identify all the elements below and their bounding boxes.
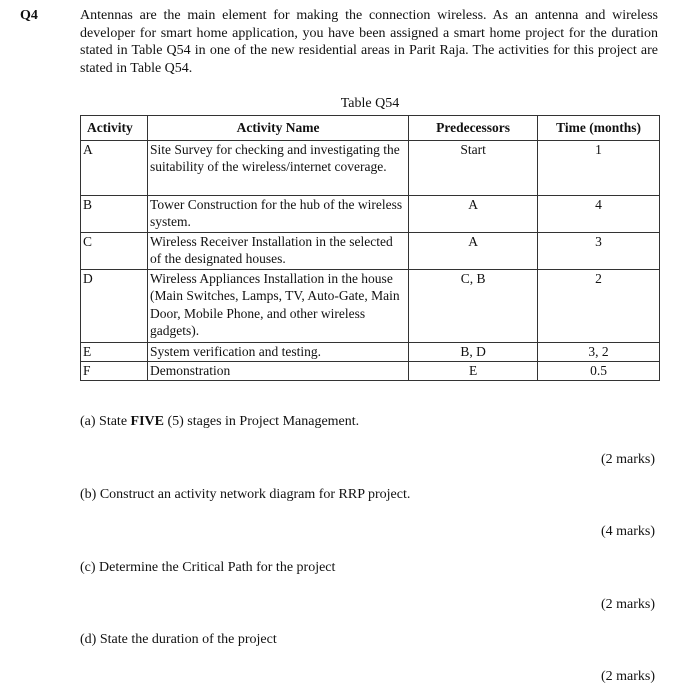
cell-activity-name: System verification and testing.	[148, 342, 409, 361]
table-header-row	[81, 116, 660, 141]
table-row	[81, 232, 660, 269]
cell-time: 2	[538, 269, 660, 342]
cell-predecessors: Start	[409, 140, 538, 195]
cell-activity: E	[81, 342, 148, 361]
table-row	[81, 342, 660, 361]
cell-predecessors: A	[409, 232, 538, 269]
table-row	[81, 361, 660, 380]
cell-activity-name: Tower Construction for the hub of the wireless system.	[148, 195, 409, 232]
cell-activity-name: Demonstration	[148, 361, 409, 380]
cell-activity-name: Wireless Appliances Installation in the house (Main Switches, Lamps, TV, Auto-Gate, Main Door, Mobile Phone, and other wireless gadgets).	[148, 269, 409, 342]
question-b-marks: (4 marks)	[600, 524, 655, 539]
question-c: (c) Determine the Critical Path for the project	[80, 560, 336, 575]
table-row	[81, 269, 660, 342]
cell-activity: A	[81, 140, 148, 195]
activity-table	[80, 115, 660, 381]
cell-time: 1	[538, 140, 660, 195]
table-row	[81, 140, 660, 195]
table-row	[81, 195, 660, 232]
question-a-prefix: (a) State	[80, 414, 131, 429]
cell-predecessors: E	[409, 361, 538, 380]
question-a-bold: FIVE	[130, 414, 164, 429]
question-a-marks: (2 marks)	[600, 452, 655, 467]
cell-activity-name: Wireless Receiver Installation in the selected of the designated houses.	[148, 232, 409, 269]
header-predecessors: Predecessors	[409, 116, 538, 141]
question-d-marks: (2 marks)	[600, 669, 655, 684]
cell-activity-name: Site Survey for checking and investigating the suitability of the wireless/internet coverage.	[148, 140, 409, 195]
question-a-suffix: (5) stages in Project Management.	[163, 414, 360, 429]
cell-activity: C	[81, 232, 148, 269]
cell-activity: F	[81, 361, 148, 380]
header-time: Time (months)	[538, 116, 660, 141]
cell-predecessors: A	[409, 195, 538, 232]
cell-predecessors: C, B	[409, 269, 538, 342]
cell-predecessors: B, D	[409, 342, 538, 361]
cell-activity: B	[81, 195, 148, 232]
header-activity: Activity	[81, 116, 148, 141]
question-a	[80, 414, 359, 430]
cell-activity: D	[81, 269, 148, 342]
table-caption: Table Q54	[340, 96, 400, 111]
question-c-marks: (2 marks)	[600, 597, 655, 612]
cell-time: 4	[538, 195, 660, 232]
question-d: (d) State the duration of the project	[80, 632, 277, 647]
cell-time: 3, 2	[538, 342, 660, 361]
question-intro: Antennas are the main element for making the connection wireless. As an antenna and wireless developer for smart home application, you have been assigned a smart home project for the duration stated in Table Q54 in one of the new residential areas in Parit Raja. The activities for this project are stated in Table Q54.	[80, 8, 658, 76]
cell-time: 0.5	[538, 361, 660, 380]
header-activity-name: Activity Name	[148, 116, 409, 141]
question-number: Q4	[20, 8, 38, 23]
cell-time: 3	[538, 232, 660, 269]
question-b: (b) Construct an activity network diagram for RRP project.	[80, 487, 411, 502]
